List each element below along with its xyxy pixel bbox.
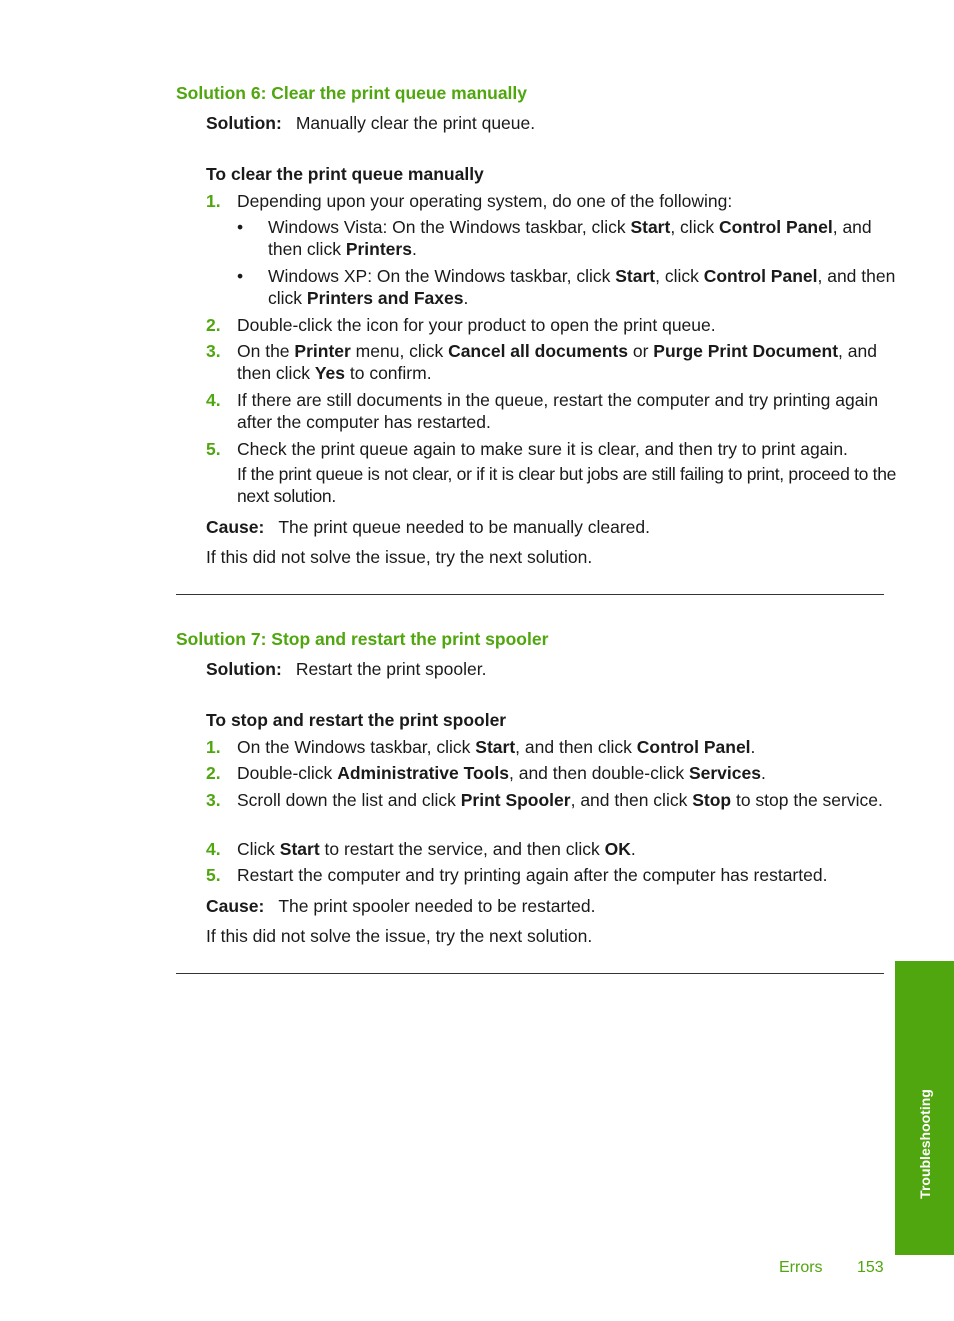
- step-item: [206, 838, 896, 860]
- step-text: Depending upon your operating system, do one of the following:: [237, 191, 733, 211]
- step-number: 3.: [206, 341, 221, 361]
- step-item: [206, 340, 896, 384]
- chapter-side-tab: [895, 961, 954, 1255]
- step-number: 4.: [206, 839, 221, 859]
- section-divider: [176, 973, 884, 974]
- bullet-icon: •: [237, 266, 244, 286]
- step-text: Double-click the icon for your product to open the print queue.: [237, 315, 716, 335]
- section-heading: Solution 7: Stop and restart the print spooler: [176, 629, 549, 649]
- page-number: 153: [857, 1259, 884, 1276]
- step-text: Check the print queue again to make sure it is clear, and then try to print again.: [237, 439, 848, 459]
- cause-line: [206, 516, 650, 538]
- step-text: Double-click Administrative Tools, and then double-click Services.: [237, 763, 766, 783]
- step-item: [206, 762, 896, 784]
- cause-line: [206, 895, 596, 917]
- solution-label: Solution:: [206, 113, 282, 133]
- cause-text: The print spooler needed to be restarted.: [278, 896, 596, 916]
- bullet-text: Windows XP: On the Windows taskbar, click Start, click Control Panel, and then click Printers and Faxes.: [268, 266, 896, 308]
- step-number: 1.: [206, 737, 221, 757]
- step-number: 1.: [206, 191, 221, 211]
- step-item: [206, 864, 896, 886]
- section-heading: Solution 6: Clear the print queue manually: [176, 83, 528, 103]
- step-item: [206, 789, 896, 811]
- solution-text: Manually clear the print queue.: [295, 113, 536, 133]
- step-text: On the Printer menu, click Cancel all documents or Purge Print Document, and then click Yes to confirm.: [237, 341, 877, 383]
- step-item: [206, 314, 896, 336]
- side-tab-label: Troubleshooting: [916, 1089, 933, 1199]
- step-number: 3.: [206, 790, 221, 810]
- step-number: 2.: [206, 315, 221, 335]
- step-item: [206, 389, 896, 433]
- step-text: Click Start to restart the service, and then click OK.: [237, 839, 636, 859]
- step-number: 5.: [206, 865, 221, 885]
- procedure-heading: To stop and restart the print spooler: [206, 710, 507, 730]
- cause-text: The print queue needed to be manually cleared.: [278, 517, 651, 537]
- step-text: Scroll down the list and click Print Spooler, and then click Stop to stop the service.: [237, 790, 883, 810]
- bullet-item: [237, 216, 897, 260]
- step-text: On the Windows taskbar, click Start, and then click Control Panel.: [237, 737, 756, 757]
- next-solution-text: If this did not solve the issue, try the next solution.: [206, 926, 593, 946]
- step-text: Restart the computer and try printing again after the computer has restarted.: [237, 865, 828, 885]
- step-note: If the print queue is not clear, or if it is clear but jobs are still failing to print, proceed to the next solution.: [237, 464, 897, 506]
- solution-line: [206, 112, 535, 134]
- step-item: [206, 438, 896, 460]
- section-divider: [176, 594, 884, 595]
- bullet-item: [237, 265, 897, 309]
- cause-label: Cause:: [206, 896, 265, 916]
- bullet-icon: •: [237, 217, 244, 237]
- step-number: 5.: [206, 439, 221, 459]
- step-number: 4.: [206, 390, 221, 410]
- step-item: [206, 190, 896, 212]
- footer-section-label: Errors: [779, 1259, 823, 1276]
- next-solution-text: If this did not solve the issue, try the next solution.: [206, 547, 593, 567]
- solution-line: [206, 658, 486, 680]
- bullet-text: Windows Vista: On the Windows taskbar, click Start, click Control Panel, and then click Printers.: [268, 217, 872, 259]
- step-item: [206, 736, 896, 758]
- step-text: If there are still documents in the queue, restart the computer and try printing again after the computer has restarted.: [237, 390, 879, 432]
- procedure-heading: To clear the print queue manually: [206, 164, 484, 184]
- solution-text: Restart the print spooler.: [295, 659, 487, 679]
- solution-label: Solution:: [206, 659, 282, 679]
- step-number: 2.: [206, 763, 221, 783]
- cause-label: Cause:: [206, 517, 265, 537]
